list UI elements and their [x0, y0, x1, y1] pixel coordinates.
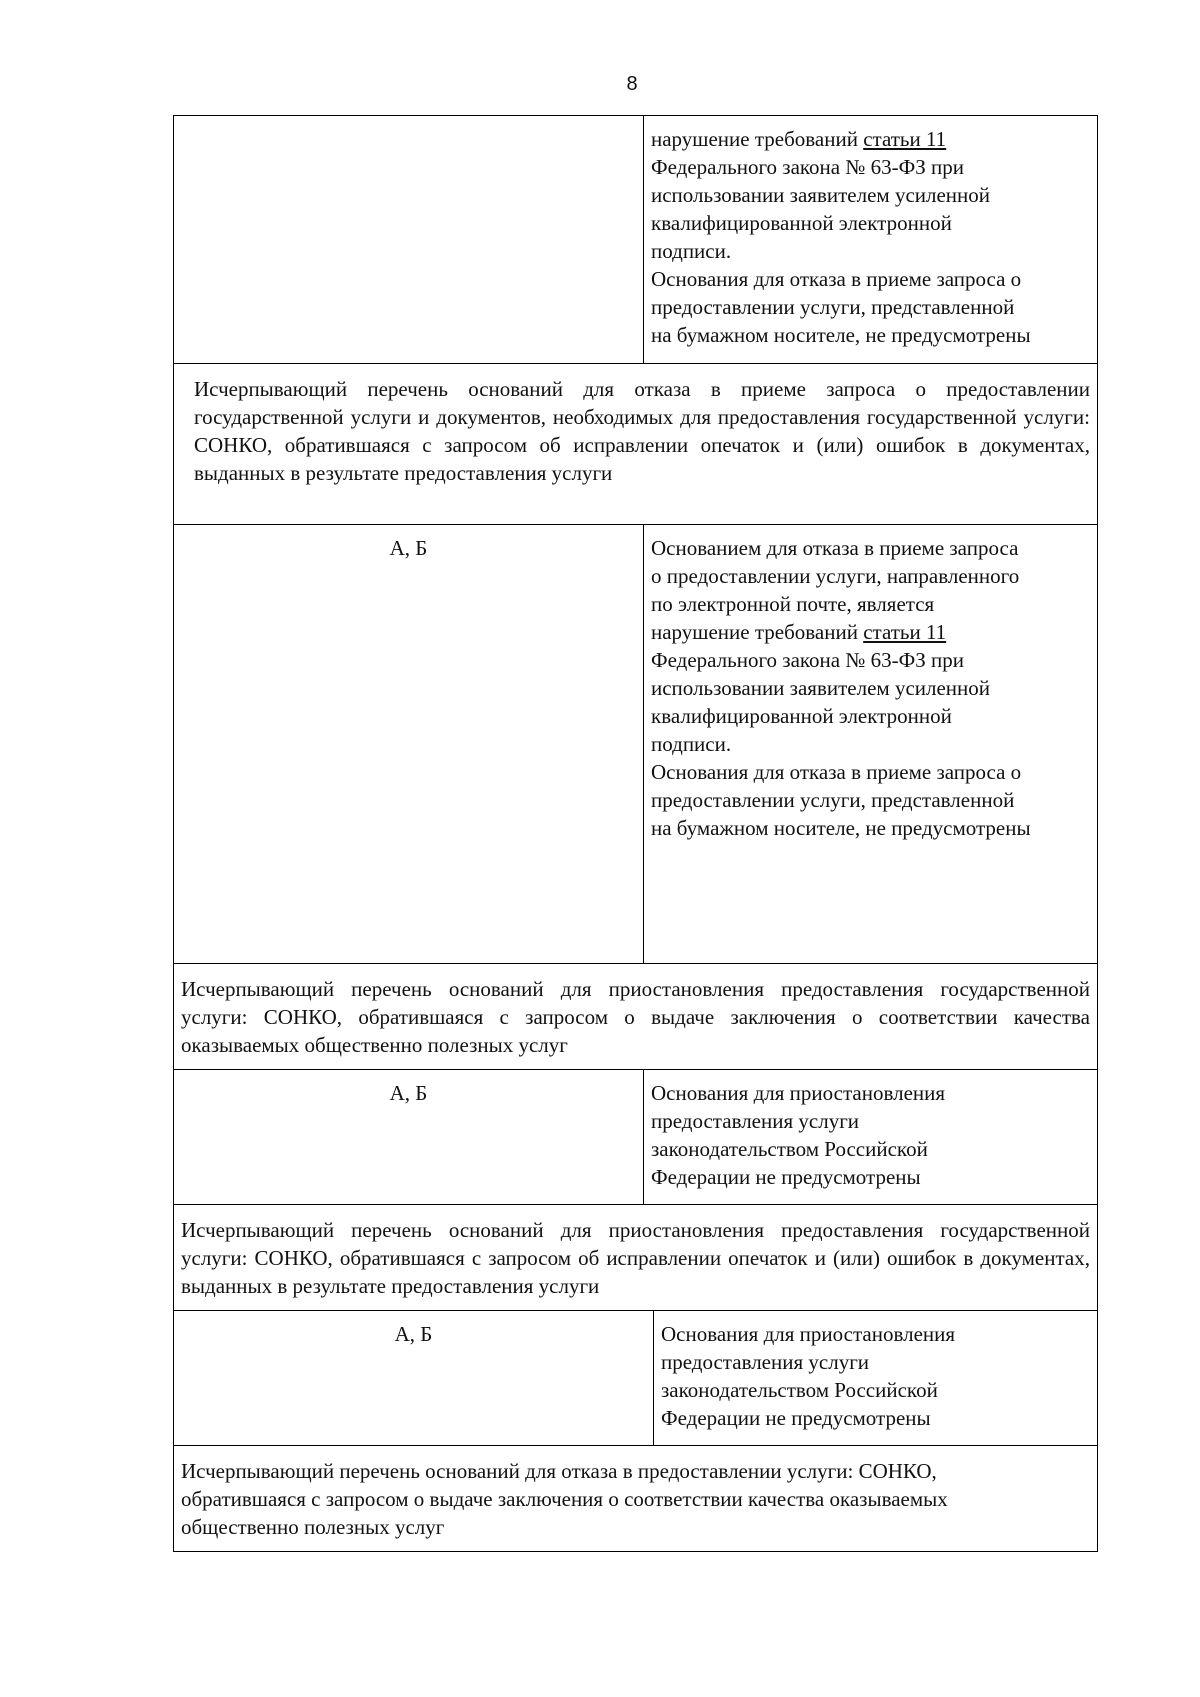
grounds-line: Федерального закона № 63-ФЗ при	[651, 155, 964, 179]
table-row	[174, 1069, 1097, 1204]
table-row	[174, 1310, 1097, 1445]
article-11-link[interactable]: статьи 11	[863, 620, 947, 644]
grounds-line: Федерации не предусмотрены	[651, 1165, 921, 1189]
grounds-line: законодательством Российской	[651, 1137, 928, 1161]
section-heading: Исчерпывающий перечень оснований для отказа в приеме запроса о предоставлении государственной услуги и документов, необходимых для предоставления государственной услуги: СОНКО, обратившаяся с запросом об исправлении опечаток и (или) ошибок в документах, выданных в результате предоставления услуги	[174, 363, 1097, 524]
applicant-category-cell: А, Б	[174, 1311, 654, 1445]
grounds-line: на бумажном носителе, не предусмотрены	[651, 323, 1031, 347]
table-row	[174, 116, 1097, 363]
grounds-line: нарушение требований статьи 11	[651, 127, 947, 151]
grounds-cell	[644, 1070, 1097, 1204]
applicant-category-cell: А, Б	[174, 525, 644, 963]
applicant-category-cell	[174, 116, 644, 363]
grounds-line: предоставлении услуги, представленной	[651, 295, 1015, 319]
page-number: 8	[626, 73, 638, 95]
grounds-line: законодательством Российской	[661, 1378, 938, 1402]
grounds-table	[173, 115, 1098, 1552]
grounds-line: Основанием для отказа в приеме запроса	[651, 536, 1019, 560]
section-heading	[174, 1445, 1097, 1551]
grounds-line: предоставления услуги	[651, 1109, 860, 1133]
section-heading-line: обратившаяся с запросом о выдаче заключения о соответствии качества оказываемых	[181, 1487, 948, 1511]
grounds-line: нарушение требований статьи 11	[651, 620, 947, 644]
grounds-cell	[644, 116, 1097, 363]
grounds-line: на бумажном носителе, не предусмотрены	[651, 816, 1031, 840]
grounds-line: Основания для отказа в приеме запроса о	[651, 760, 1022, 784]
grounds-line: квалифицированной электронной	[651, 211, 952, 235]
grounds-line: использовании заявителем усиленной	[651, 676, 991, 700]
grounds-line: предоставления услуги	[661, 1350, 870, 1374]
grounds-line: Основания для приостановления	[651, 1081, 946, 1105]
grounds-line: о предоставлении услуги, направленного	[651, 564, 1020, 588]
grounds-line: квалифицированной электронной	[651, 704, 952, 728]
grounds-line: по электронной почте, является	[651, 592, 935, 616]
grounds-line: подписи.	[651, 732, 732, 756]
article-11-link[interactable]: статьи 11	[863, 127, 947, 151]
grounds-line: Федерального закона № 63-ФЗ при	[651, 648, 964, 672]
section-heading-line: общественно полезных услуг	[181, 1515, 445, 1539]
grounds-line: предоставлении услуги, представленной	[651, 788, 1015, 812]
grounds-cell	[644, 525, 1097, 963]
applicant-category-cell: А, Б	[174, 1070, 644, 1204]
grounds-line: Основания для отказа в приеме запроса о	[651, 267, 1022, 291]
grounds-line: подписи.	[651, 239, 732, 263]
grounds-line: использовании заявителем усиленной	[651, 183, 991, 207]
section-heading: Исчерпывающий перечень оснований для приостановления предоставления государственной услуги: СОНКО, обратившаяся с запросом о выдаче заключения о соответствии качества оказываемых общественно полезных услуг	[174, 963, 1097, 1069]
section-heading-line: Исчерпывающий перечень оснований для отказа в предоставлении услуги: СОНКО,	[181, 1459, 937, 1483]
section-heading: Исчерпывающий перечень оснований для приостановления предоставления государственной услуги: СОНКО, обратившаяся с запросом об исправлении опечаток и (или) ошибок в документах, выданных в результате предоставления услуги	[174, 1204, 1097, 1310]
grounds-line: Федерации не предусмотрены	[661, 1406, 931, 1430]
grounds-cell	[654, 1311, 1097, 1445]
table-row	[174, 524, 1097, 963]
grounds-line: Основания для приостановления	[661, 1322, 956, 1346]
